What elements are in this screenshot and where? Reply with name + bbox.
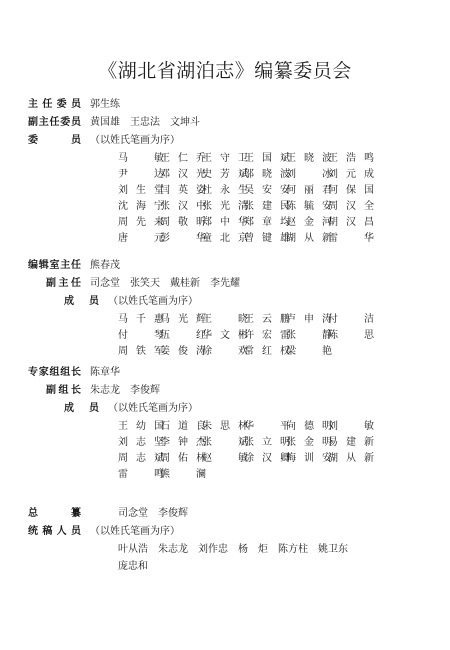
- member-name: 姜俊涛: [160, 346, 206, 357]
- vice-chair-value: 黄国雄 王忠法 文坤斗: [90, 117, 200, 128]
- member-name: 周汉全: [328, 201, 374, 212]
- member-name: 王浩鸣: [328, 153, 374, 164]
- member-name: 华 平: [244, 421, 290, 432]
- table-row: [118, 467, 418, 483]
- member-name: 王守卫: [202, 153, 248, 164]
- member-name: 梅训安: [286, 453, 332, 464]
- member-name: 尹 达: [118, 169, 164, 180]
- member-name: 周佑林: [160, 453, 206, 464]
- committee-members-note: （以姓氏笔画为序）: [90, 135, 180, 146]
- expert-members-label: 成员: [64, 403, 99, 414]
- member-name: 周铁军: [118, 346, 164, 357]
- member-name: 何保国: [328, 185, 374, 196]
- member-name: 马 敏: [118, 153, 164, 164]
- table-row: [118, 183, 418, 199]
- vice-chair-label: 副主任委员: [28, 117, 81, 128]
- editorial-members-grid: [118, 312, 418, 360]
- staff-note: （以姓氏笔画为序）: [90, 526, 180, 537]
- member-name: 杜永生: [202, 185, 248, 196]
- member-name: 向德明: [286, 421, 332, 432]
- member-name: 赵 敏: [202, 453, 248, 464]
- member-name: 张立明: [244, 437, 290, 448]
- chair-label: 主任委员: [28, 99, 81, 110]
- table-row: [118, 451, 418, 467]
- member-name: 曾键雄: [244, 233, 290, 244]
- member-name: 湖从新: [286, 233, 332, 244]
- table-row: [118, 312, 418, 328]
- member-name: 易建新: [328, 437, 374, 448]
- member-name: 徐 欢: [202, 346, 248, 357]
- member-name: 熊 澜: [160, 469, 206, 480]
- member-name: 王云鹏: [244, 314, 290, 325]
- member-name: 张 静: [286, 330, 332, 341]
- member-name: 卢申涛: [286, 314, 332, 325]
- member-name: 周先来: [118, 217, 164, 228]
- table-row: [118, 435, 418, 451]
- member-name: 朱思林: [202, 421, 248, 432]
- page-title: 《湖北省湖泊志》编纂委员会: [98, 60, 352, 82]
- member-name: 张 斌: [202, 437, 248, 448]
- table-row: [118, 419, 418, 435]
- member-name: 王幼国: [118, 421, 164, 432]
- member-name: 刘生堂: [118, 185, 164, 196]
- staff-names-line-1: 叶从浩 朱志龙 刘作忠 杨 炬 陈方柱 姚卫东: [118, 544, 348, 555]
- member-name: 张汉中: [160, 201, 206, 212]
- editorial-deputy-label: 副主任: [46, 278, 81, 289]
- table-row: [118, 151, 418, 167]
- member-name: 唐 元: [118, 233, 164, 244]
- member-name: 付 琴: [118, 330, 164, 341]
- table-row: [118, 215, 418, 231]
- expert-deputy-value: 朱志龙 李俊辉: [90, 385, 160, 396]
- expert-members-note: （以姓氏笔画为序）: [108, 403, 198, 414]
- member-name: 史芳斌: [202, 169, 248, 180]
- expert-leader-value: 陈章华: [90, 367, 120, 378]
- member-name: 邓汉光: [160, 169, 206, 180]
- member-name: 何丽君: [286, 185, 332, 196]
- member-name: 刘志坚: [118, 437, 164, 448]
- expert-leader-label: 专家组组长: [28, 367, 81, 378]
- member-name: 许宏雷: [244, 330, 290, 341]
- member-name: 童北京: [202, 233, 248, 244]
- table-row: [118, 344, 418, 360]
- chair-value: 郭生练: [90, 99, 120, 110]
- table-row: [118, 328, 418, 344]
- member-name: 闫英姿: [160, 185, 206, 196]
- member-name: 邬晓波: [244, 169, 290, 180]
- committee-members-grid: [118, 151, 418, 247]
- member-name: 伍 红: [160, 330, 206, 341]
- table-row: [118, 199, 418, 215]
- staff-label: 统稿人员: [28, 526, 81, 537]
- member-name: 常红权: [244, 346, 290, 357]
- member-name: 雷 华: [328, 233, 374, 244]
- member-name: 张光清: [202, 201, 248, 212]
- member-name: 马千惠: [118, 314, 164, 325]
- member-name: 沈海宁: [118, 201, 164, 212]
- member-name: 华文彬: [202, 330, 248, 341]
- member-name: 王晓波: [286, 153, 332, 164]
- member-name: 徐汉卿: [244, 453, 290, 464]
- member-name: 周敬昕: [160, 217, 206, 228]
- member-name: 胡汉昌: [328, 217, 374, 228]
- member-name: 刘元成: [328, 169, 374, 180]
- committee-members-label: 委员: [28, 135, 81, 146]
- member-name: 马光辉: [160, 314, 206, 325]
- staff-names-line-2: 庞忠和: [118, 561, 148, 572]
- member-name: 陈 思: [328, 330, 374, 341]
- member-name: 刘 冰: [286, 169, 332, 180]
- editorial-director-value: 熊春茂: [90, 260, 120, 271]
- member-name: 王仁乔: [160, 153, 206, 164]
- expert-deputy-label: 副组长: [46, 385, 81, 396]
- member-name: 雷 鸣: [118, 469, 164, 480]
- member-name: 张建民: [244, 201, 290, 212]
- member-name: 郑中华: [202, 217, 248, 228]
- editorial-members-note: （以姓氏笔画为序）: [108, 296, 198, 307]
- member-name: 吴安安: [244, 185, 290, 196]
- chief-editor-label: 总纂: [28, 508, 81, 519]
- member-name: 石道良: [160, 421, 206, 432]
- member-name: 王 晓: [202, 314, 248, 325]
- table-row: [118, 231, 418, 247]
- member-name: 付 洁: [328, 314, 374, 325]
- member-name: 刘 敏: [328, 421, 374, 432]
- member-name: 周志斌: [118, 453, 164, 464]
- member-name: 梁 艳: [286, 346, 332, 357]
- chief-editor-value: 司念堂 李俊辉: [118, 508, 188, 519]
- expert-members-grid: [118, 419, 418, 483]
- member-name: 彭 华: [160, 233, 206, 244]
- editorial-members-label: 成员: [64, 296, 99, 307]
- member-name: 张金明: [286, 437, 332, 448]
- editorial-director-label: 编辑室主任: [28, 260, 81, 271]
- member-name: 湖从新: [328, 453, 374, 464]
- editorial-deputy-value: 司念堂 张笑天 戴桂新 李先耀: [90, 278, 240, 289]
- member-name: 郑章均: [244, 217, 290, 228]
- table-row: [118, 167, 418, 183]
- member-name: 赵金河: [286, 217, 332, 228]
- member-name: 王国斌: [244, 153, 290, 164]
- member-name: 陈毓安: [286, 201, 332, 212]
- member-name: 李钟杰: [160, 437, 206, 448]
